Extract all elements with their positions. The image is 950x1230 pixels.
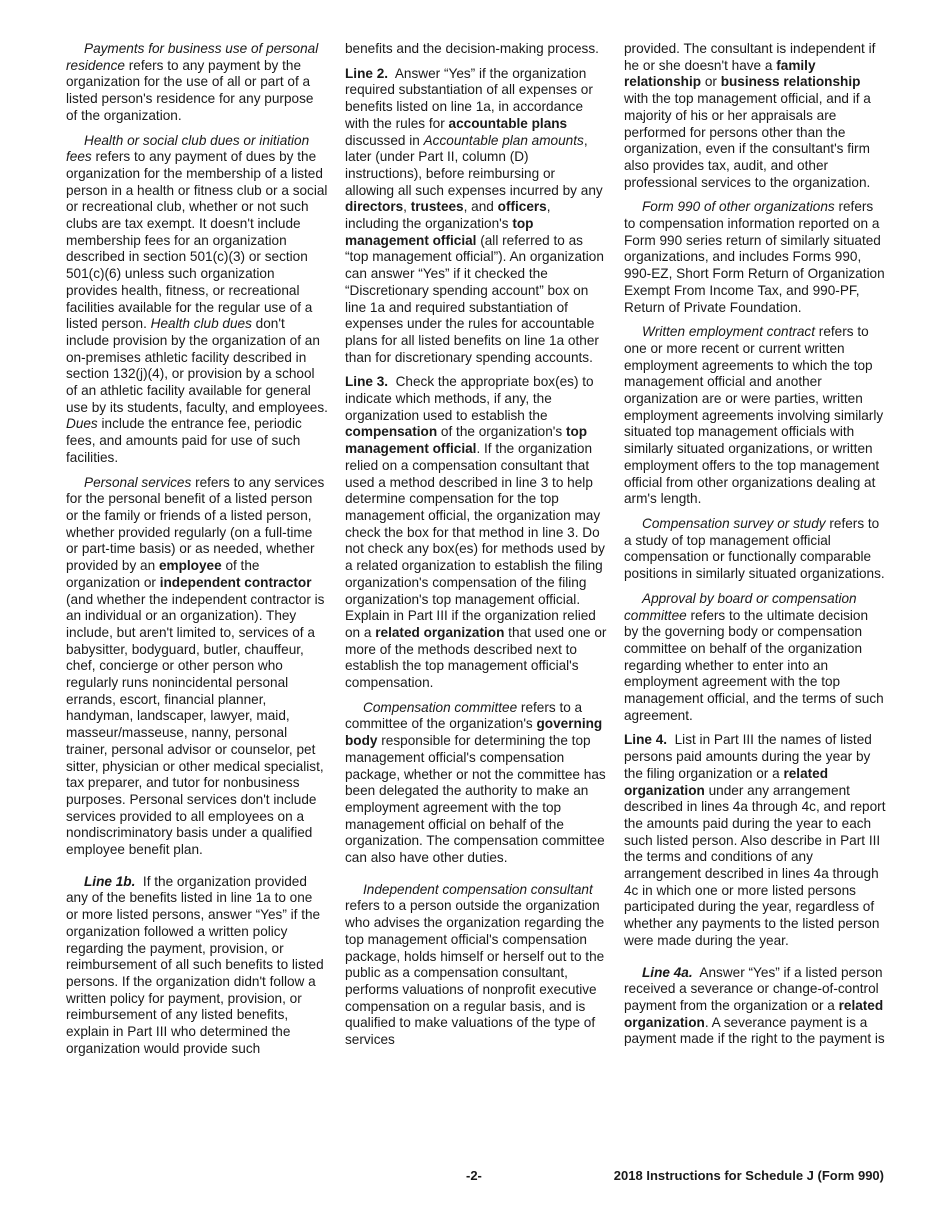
paragraph-approval-board: Approval by board or compensation committee refers to the ultimate decision by the governing body or compensation committee on behalf of the organization regarding whether to enter into an employment agreement with the top management official, and the terms of such agreement. bbox=[624, 590, 884, 723]
paragraph-line-4: Line 4. List in Part III the names of listed persons paid amounts during the year by the filing organization or a related organization under any arrangement described in lines 4a through 4c, and report the amounts paid during the year to each such listed person. Also describe in Part III the terms and conditions of any arrangement described in lines 4a through 4c in which one or more listed persons participated during the year, regardless of whether any payments to the listed person were made during the year. bbox=[624, 732, 886, 948]
page-number: -2- bbox=[466, 1168, 482, 1183]
column-right bbox=[624, 41, 886, 1056]
paragraph-line-3: Line 3. Check the appropriate box(es) to indicate which methods, if any, the organization used to establish the compensation of the organization's top management official. If the organization relied on a compensation consultant that used a method described in line 3 to help determine compensation for the top management official, the organization may check the box for that method in line 3. Do not check any box(es) for methods used by a related organization to establish the filing organization's compensation of the filing organization's top management official. Explain in Part III if the organization relied on a related organization that used one or more of the methods described next to establish the top management official's compensation. bbox=[345, 374, 607, 691]
column-middle bbox=[345, 41, 607, 1057]
paragraph-continued: provided. The consultant is independent if he or she doesn't have a family relationship or business relationship with the top management official, and if a majority of his or her appraisals are performed for persons other than the organization, even if the consultant's firm also provides tax, audit, and other professional services to the organization. bbox=[624, 41, 876, 190]
paragraph-employment-contract: Written employment contract refers to one or more recent or current written employment agreements to which the top management official and another organization are or were parties, written employment agreements involving similarly situated top management officials with similarly situated organizations, or written employment offers to the top management official from other organizations dealing at arm's length. bbox=[624, 324, 884, 507]
paragraph-personal-services: Personal services refers to any services for the personal benefit of a listed person or the family or friends of a listed person, whether provided regularly (on a full-time or part-time basis) or as needed, whether provided by an employee of the organization or independent contractor (and whether the independent contractor is an individual or an organization). They include, but aren't limited to, services of a babysitter, bodyguard, butler, chauffeur, chef, concierge or other person who regularly runs nonincidental personal errands, escort, financial planner, handyman, landscaper, lawyer, maid, masseur/masseuse, nanny, personal trainer, personal advisor or counselor, pet sitter, physician or other medical specialist, tax preparer, and tutor for nonbusiness purposes. Personal services don't include services provided to all employees on a nondiscriminatory basis under a qualified employee benefit plan. bbox=[66, 474, 325, 858]
paragraph-form-990: Form 990 of other organizations refers to compensation information reported on a Form 990 series return of similarly situated organizations, and includes Forms 990, 990-EZ, Short Form Return of Organization Exempt From Income Tax, and 990-PF, Return of Private Foundation. bbox=[624, 199, 885, 315]
page-footer bbox=[0, 1168, 950, 1188]
paragraph-personal-residence: Payments for business use of personal residence refers to any payment by the organization for the use of all or part of a listed person's residence for any purpose of the organization. bbox=[66, 41, 319, 123]
paragraph-line-4a: Line 4a. Answer “Yes” if a listed person received a severance or change-of-control payment from the organization or a related organization. A severance payment is a payment made if the right to the payment is bbox=[624, 964, 885, 1047]
paragraph-independent-consultant: Independent compensation consultant refers to a person outside the organization who advises the organization regarding the top management official's compensation package, holds himself or herself out to the public as a compensation consultant, performs valuations of nonprofit executive compensation on a regular basis, and is qualified to make valuations of the type of services bbox=[345, 881, 605, 1048]
paragraph-line-1b: Line 1b. If the organization provided any of the benefits listed in line 1a to one or more listed persons, answer “Yes” if the organization followed a written policy regarding the payment, provision, or reimbursement of all such benefits to listed persons. If the organization didn't follow a written policy for payment, provision, or reimbursement of any listed benefits, explain in Part III who determined the organization would provide such bbox=[66, 873, 324, 1056]
paragraph-continued: benefits and the decision-making process. bbox=[345, 41, 599, 56]
paragraph-line-2: Line 2. Answer “Yes” if the organization required substantiation of all expenses or benefits listed on line 1a, in accordance with the rules for accountable plans discussed in Accountable plan amounts, later (under Part II, column (D) instructions), before reimbursing or allowing all such expenses incurred by any directors, trustees, and officers, including the organization's top management official (all referred to as “top management official”). An organization can answer “Yes” if it checked the “Discretionary spending account” box on line 1a and required substantiation of expenses under the rules for accountable plans for all listed benefits on line 1a other than for discretionary spending accounts. bbox=[345, 65, 604, 365]
column-left bbox=[66, 41, 328, 1065]
footer-title: 2018 Instructions for Schedule J (Form 990) bbox=[613, 1168, 884, 1183]
paragraph-compensation-committee: Compensation committee refers to a committee of the organization's governing body responsible for determining the top management official's compensation package, whether or not the committee has been delegated the authority to make an employment agreement with the top management official on behalf of the organization. The compensation committee can also have other duties. bbox=[345, 699, 606, 866]
paragraph-club-dues: Health or social club dues or initiation fees refers to any payment of dues by the organization for the membership of a listed person in a health or fitness club or a social or recreational club, whether or not such clubs are tax exempt. It doesn't include membership fees for an organization described in section 501(c)(3) or section 501(c)(6) unless such organization provides health, fitness, or recreational facilities available for the regular use of a listed person. Health club dues don't include provision by the organization of an on-premises athletic facility described in section 132(j)(4), or provision by a school of an athletic facility available for general use by its students, faculty, and employees. Dues include the entrance fee, periodic fees, and amounts paid for use of such facilities. bbox=[66, 132, 328, 465]
paragraph-compensation-survey: Compensation survey or study refers to a study of top management official compensation or functionally comparable positions in similarly situated organizations. bbox=[624, 515, 885, 582]
